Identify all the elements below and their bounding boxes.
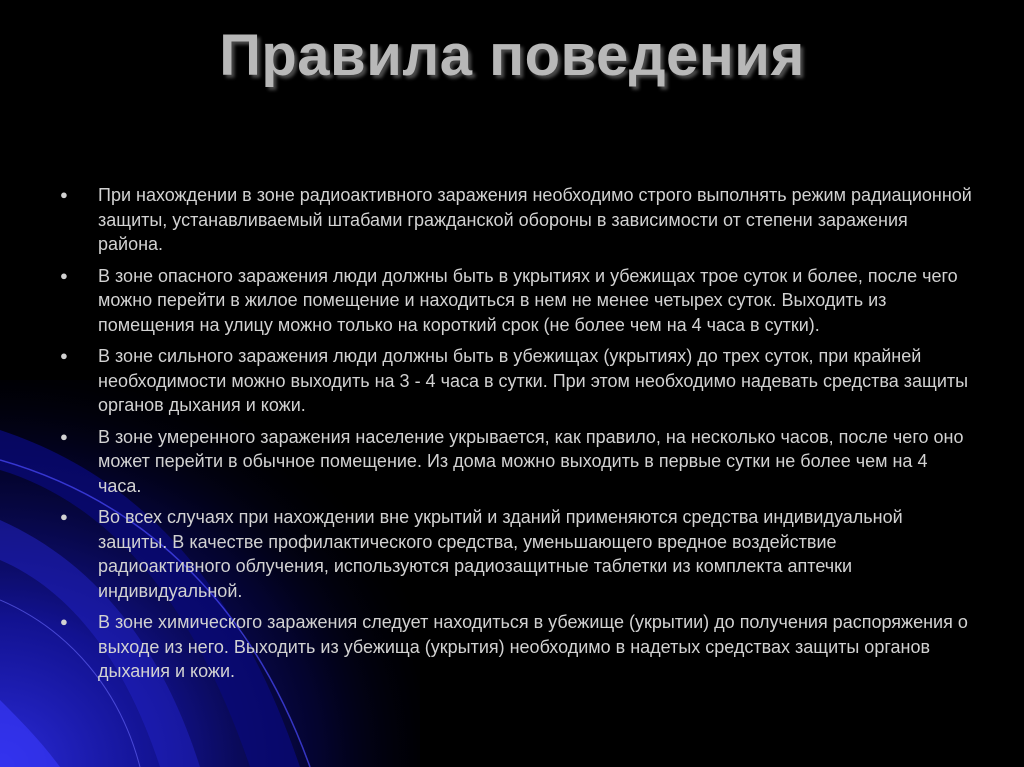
list-item [54, 264, 974, 338]
bullet-text: Во всех случаях при нахождении вне укрытий и зданий применяются средства индивидуальной защиты. В качестве профилактического средства, уменьшающего вредное воздействие радиоактивного облучения, используются радиозащитные таблетки из комплекта аптечки индивидуальной. [98, 507, 903, 601]
list-item [54, 425, 974, 499]
bullet-icon: ● [60, 614, 68, 629]
bullet-text: В зоне умеренного заражения население укрывается, как правило, на несколько часов, после чего оно может перейти в обычное помещение. Из дома можно выходить в первые сутки не более чем на 4 часа. [98, 426, 964, 496]
list-item [54, 610, 974, 684]
bullet-icon: ● [60, 348, 68, 363]
list-item [54, 344, 974, 418]
bullet-text: В зоне химического заражения следует находиться в убежище (укрытии) до получения распоряжения о выходе из него. Выходить из убежища (укрытия) необходимо в надетых средствах защиты органов дыхания и кожи. [98, 612, 968, 681]
list-item [54, 505, 974, 603]
bullet-list [54, 183, 974, 691]
bullet-text: В зоне опасного заражения люди должны быть в укрытиях и убежищах трое суток и более, после чего можно перейти в жилое помещение и находиться в нем не менее четырех суток. Выходить из помещения на улицу можно только на короткий срок (не более чем на 4 часа в сутки). [98, 265, 958, 335]
bullet-icon: ● [60, 187, 68, 202]
bullet-text: В зоне сильного заражения люди должны быть в убежищах (укрытиях) до трех суток, при крайней необходимости можно выходить на 3 - 4 часа в сутки. При этом необходимо надевать средства защиты органов дыхания и кожи. [98, 346, 969, 415]
bullet-icon: ● [60, 267, 68, 283]
bullet-icon: ● [60, 509, 68, 524]
bullet-text: При нахождении в зоне радиоактивного заражения необходимо строго выполнять режим радиационной защиты, устанавливаемый штабами гражданской обороны в зависимости от степени заражения района. [98, 185, 972, 254]
bullet-icon: ● [60, 428, 68, 444]
list-item [54, 183, 974, 257]
slide-title: Правила поведения [219, 23, 805, 88]
